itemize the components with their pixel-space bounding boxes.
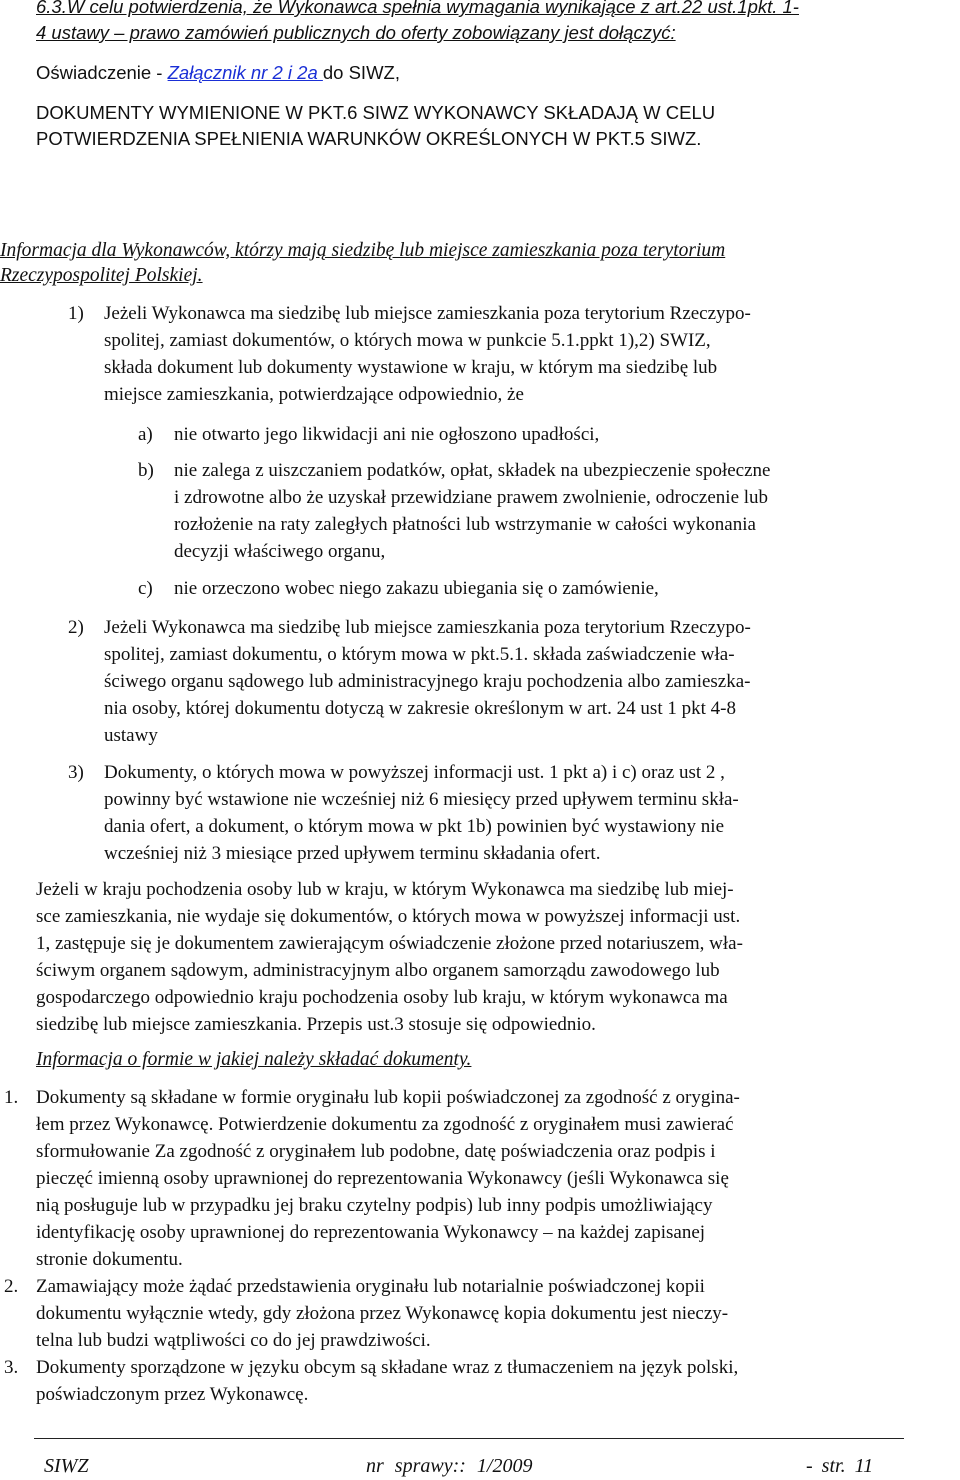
declaration-prefix: Oświadczenie - [36,62,168,83]
numbered-item-text: Dokumenty sporządzone w języku obcym są składane wraz z tłumaczeniem na język polski, poświadczonym przez Wykonawcę. [36,1357,739,1405]
list-item-number: 1) [68,303,84,324]
numbered-item-text: Zamawiający może żądać przedstawienia oryginału lub notarialnie poświadczonej kopii dokumentu wyłącznie wtedy, gdy złożona przez Wykonawcę kopia dokumentu jest nieczy- telna lub budzi wątpliwości co do jej prawdziwości. [36,1276,729,1351]
declaration-line [36,60,400,86]
footer-divider [34,1438,904,1439]
paragraph-line: Jeżeli w kraju pochodzenia osoby lub w kraju, w którym Wykonawca ma siedzibę lub miej- [36,879,734,900]
sub-list-item-letter: a) [138,424,153,445]
list-item-text: Dokumenty, o których mowa w powyższej informacji ust. 1 pkt a) i c) oraz ust 2 , powinny być wstawione nie wcześniej niż 6 miesięcy przed upływem terminu skła- dania ofert, a dokument, o którym mowa w pkt 1b) powinien być wystawiony nie wcześniej niż 3 miesiące przed upływem terminu składania ofert. [104,762,739,864]
footer-page-number: - str. 11 [806,1455,874,1477]
list-item-number: 2) [68,617,84,638]
list-item-text: Jeżeli Wykonawca ma siedzibę lub miejsce zamieszkania poza terytorium Rzeczypo- spolitej, zamiast dokumentów, o których mowa w punkcie 5.1.ppkt 1),2) SWIZ, składa dokument lub dokumenty wystawione w kraju, w którym ma siedzibę lub miejsce zamieszkania, potwierdzające odpowiednio, że [104,303,751,405]
numbered-item-text: Dokumenty są składane w formie oryginału lub kopii poświadczonej za zgodność z orygina- łem przez Wykonawcę. Potwierdzenie dokumentu za zgodność z oryginałem musi zawierać sformułowanie Za zgodność z oryginałem lub podobne, datę poświadczenia oraz podpis i pieczęć imienną osoby uprawnionej do reprezentowania Wykonawcy (jeśli Wykonawca się nią posługuje lub w przypadku jej braku czytelny podpis) lub inny podpis umożliwiający identyfikację osoby uprawnionej do reprezentowania Wykonawcy – na każdej zapisanej stronie dokumentu. [36,1087,740,1270]
paragraph-line: ściwym organem sądowym, administracyjnym albo organem samorządu zawodowego lub [36,960,720,981]
footer-doc-name: SIWZ [44,1455,89,1477]
numbered-item-number: 1. [4,1087,19,1108]
numbered-item-number: 3. [4,1357,19,1378]
paragraph-line: siedzibę lub miejsce zamieszkania. Przepis ust.3 stosuje się odpowiednio. [36,1014,596,1035]
foreign-info-heading-cont: Rzeczypospolitej Polskiej. [0,265,203,286]
form-info-heading: Informacja o formie w jakiej należy składać dokumenty. [36,1049,472,1070]
sub-list-item-letter: b) [138,460,154,481]
section-heading-cont: 4 ustawy – prawo zamówień publicznych do oferty zobowiązany jest dołączyć: [36,22,676,43]
attachment-link[interactable]: Załącznik nr 2 i 2a [167,62,323,83]
numbered-item-number: 2. [4,1276,19,1297]
sub-list-item-text: nie orzeczono wobec niego zakazu ubiegania się o zamówienie, [174,578,659,599]
sub-list-item-text: nie zalega z uiszczaniem podatków, opłat, składek na ubezpieczenie społeczne i zdrowotne albo że uzyskał przewidziane prawem zwolnienie, odroczenie lub rozłożenie na raty zaległych płatności lub wstrzymanie w całości wykonania decyzji właściwego organu, [174,460,771,562]
footer-case-number: nr sprawy:: 1/2009 [366,1455,533,1477]
paragraph-line: 1, zastępuje się je dokumentem zawierającym oświadczenie złożone przed notariuszem, wła- [36,933,743,954]
section-heading: 6.3.W celu potwierdzenia, że Wykonawca spełnia wymagania wynikające z art.22 ust.1pkt. 1- [36,0,799,17]
declaration-suffix: do SIWZ, [322,62,400,83]
documents-note-cont: POTWIERDZENIA SPEŁNIENIA WARUNKÓW OKREŚLONYCH W PKT.5 SIWZ. [36,128,702,149]
list-item-text: Jeżeli Wykonawca ma siedzibę lub miejsce zamieszkania poza terytorium Rzeczypo- spolitej, zamiast dokumentu, o którym mowa w pkt.5.1. składa zaświadczenie wła- ściwego organu sądowego lub administracyjnego kraju pochodzenia albo zamieszka- nia osoby, której dokumentu dotyczą w zakresie określonym w art. 24 ust 1 pkt 4-8 ustawy [104,617,751,746]
foreign-info-heading: Informacja dla Wykonawców, którzy mają siedzibę lub miejsce zamieszkania poza terytorium [0,240,726,261]
documents-note: DOKUMENTY WYMIENIONE W PKT.6 SIWZ WYKONAWCY SKŁADAJĄ W CELU [36,102,716,123]
paragraph-line: gospodarczego odpowiednio kraju pochodzenia osoby lub kraju, w którym wykonawca ma [36,987,728,1008]
list-item-number: 3) [68,762,84,783]
sub-list-item-letter: c) [138,578,153,599]
paragraph-line: sce zamieszkania, nie wydaje się dokumentów, o których mowa w powyższej informacji ust. [36,906,741,927]
sub-list-item-text: nie otwarto jego likwidacji ani nie ogłoszono upadłości, [174,424,600,445]
